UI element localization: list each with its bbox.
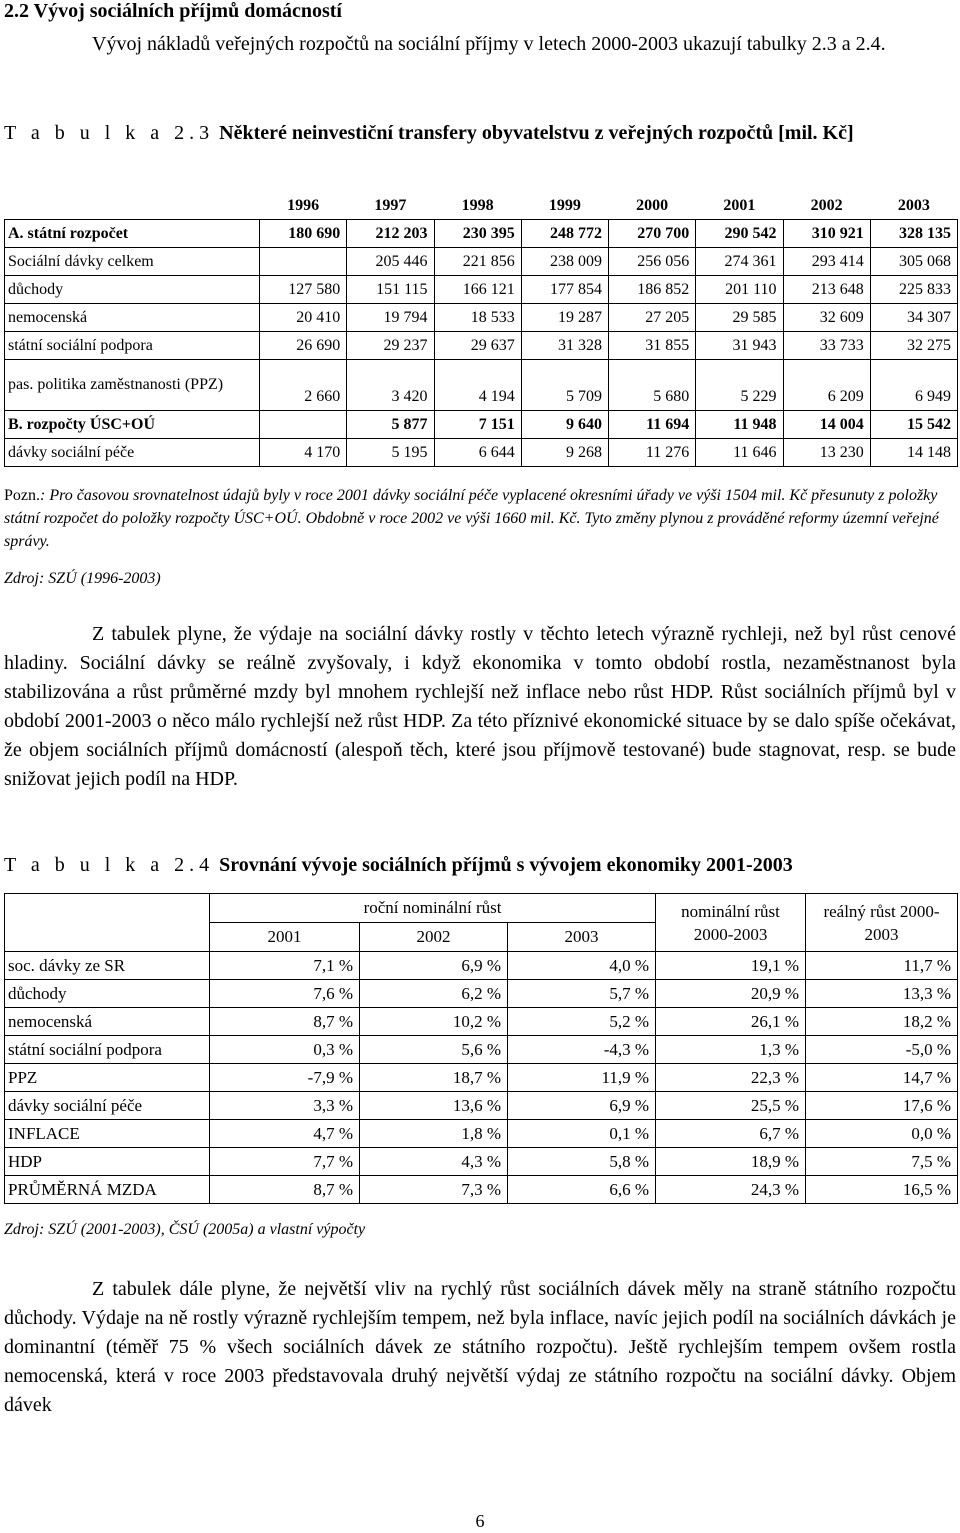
table-row <box>5 304 958 332</box>
table-2-3-source: Zdroj: SZÚ (1996-2003) <box>4 570 161 587</box>
page-number: 6 <box>475 1511 485 1531</box>
table-cell: 5,2 % <box>508 1008 656 1036</box>
table-cell: 31 328 <box>521 332 608 360</box>
table-row <box>5 1092 958 1120</box>
row-label: HDP <box>5 1148 210 1176</box>
table-cell: 20 410 <box>260 304 347 332</box>
table-cell: 5 709 <box>521 360 608 411</box>
body-1-text: Z tabulek plyne, že výdaje na sociální dávky rostly v těchto letech výrazně rychleji, než byl růst cenové hladiny. Sociální dávky se reálně zvyšovaly, i když ekonomika v tomto období rostla, nezaměstnanost byla stabilizována a růst průměrné mzdy byl mnohem rychlejší než inflace nebo růst HDP. Růst sociálních příjmů byl v období 2001-2003 o něco málo rychlejší než růst HDP. Za této příznivé ekonomické situace by se dalo spíše očekávat, že objem sociálních příjmů domácností (alespoň těch, které jsou příjmově testované) bude stagnovat, resp. se bude snižovat jejich podíl na HDP. <box>4 623 956 790</box>
table-cell: 4,7 % <box>210 1120 360 1148</box>
table-row <box>5 1176 958 1204</box>
table-2-4-caption <box>4 854 793 877</box>
table-cell: 7,5 % <box>806 1148 958 1176</box>
table-cell: 293 414 <box>783 248 870 276</box>
table-row <box>5 952 958 980</box>
table-cell: 6,9 % <box>508 1092 656 1120</box>
table-cell: 201 110 <box>696 276 783 304</box>
table-2-3-caption-title: Některé neinvestiční transfery obyvatelstvu z veřejných rozpočtů [mil. Kč] <box>219 122 854 144</box>
table-cell: 6,9 % <box>360 952 508 980</box>
table-cell: 31 943 <box>696 332 783 360</box>
table-2-3-caption-prefix: T a b u l k a 2.3 <box>4 122 215 144</box>
head-annual-nominal: roční nominální růst <box>210 894 656 923</box>
table-row <box>5 1036 958 1064</box>
table-cell: 4,0 % <box>508 952 656 980</box>
table-cell: 7,7 % <box>210 1148 360 1176</box>
table-cell: 13,3 % <box>806 980 958 1008</box>
table-row <box>5 1064 958 1092</box>
table-cell: 11 694 <box>609 411 696 439</box>
table-cell: 6,6 % <box>508 1176 656 1204</box>
table-cell: 26,1 % <box>656 1008 806 1036</box>
table-cell: 18,9 % <box>656 1148 806 1176</box>
table-row <box>5 980 958 1008</box>
table-cell: 328 135 <box>870 220 957 248</box>
table-2-3 <box>4 192 958 467</box>
table-cell: 15 542 <box>870 411 957 439</box>
table-2-3-caption <box>4 119 956 148</box>
table-cell: 13 230 <box>783 439 870 467</box>
head-year-2001: 2001 <box>210 923 360 952</box>
table-cell: 29 637 <box>434 332 521 360</box>
table-cell: 19,1 % <box>656 952 806 980</box>
table-2-4-source: Zdroj: SZÚ (2001-2003), ČSÚ (2005a) a vlastní výpočty <box>4 1221 366 1238</box>
table-row <box>5 220 958 248</box>
table-cell: 0,1 % <box>508 1120 656 1148</box>
table-cell: 1,8 % <box>360 1120 508 1148</box>
year-header: 2000 <box>636 196 669 214</box>
table-cell: 16,5 % <box>806 1176 958 1204</box>
table-cell: 11 948 <box>696 411 783 439</box>
table-row <box>5 439 958 467</box>
table-cell: 7,1 % <box>210 952 360 980</box>
table-cell: 177 854 <box>521 276 608 304</box>
table-cell: 5 229 <box>696 360 783 411</box>
head-real-growth: reálný růst 2000-2003 <box>806 894 958 952</box>
table-cell: -5,0 % <box>806 1036 958 1064</box>
table-cell: 29 237 <box>347 332 434 360</box>
table-row <box>5 1148 958 1176</box>
row-label: PPZ <box>5 1064 210 1092</box>
note-text: : Pro časovou srovnatelnost údajů byly v roce 2001 dávky sociální péče vyplacené okresními úřady ve výši 1504 mil. Kč přesunuty z položky státní rozpočet do položky rozpočty ÚSC+OÚ. Obdobně v roce 2002 ve výši 1660 mil. Kč. Tyto změny plynou z prováděné reformy územní veřejné správy. <box>4 487 939 550</box>
table-2-3-header-row <box>5 192 958 220</box>
year-header: 2001 <box>723 196 756 214</box>
table-2-3-note <box>4 484 956 553</box>
table-cell: 5,8 % <box>508 1148 656 1176</box>
year-header: 1997 <box>374 196 407 214</box>
table-cell: 213 648 <box>783 276 870 304</box>
table-cell: 24,3 % <box>656 1176 806 1204</box>
row-label: důchody <box>5 980 210 1008</box>
table-cell: 230 395 <box>434 220 521 248</box>
table-cell: 225 833 <box>870 276 957 304</box>
table-cell: 205 446 <box>347 248 434 276</box>
table-cell: 7,3 % <box>360 1176 508 1204</box>
table-cell: 238 009 <box>521 248 608 276</box>
head-year-2003: 2003 <box>508 923 656 952</box>
table-cell: 5 877 <box>347 411 434 439</box>
table-row <box>5 1120 958 1148</box>
table-2-4-corner <box>5 894 210 952</box>
table-row <box>5 1008 958 1036</box>
table-cell <box>260 411 347 439</box>
row-label: dávky sociální péče <box>5 439 260 467</box>
table-cell: 17,6 % <box>806 1092 958 1120</box>
table-cell: 14 004 <box>783 411 870 439</box>
table-cell: 0,3 % <box>210 1036 360 1064</box>
table-cell: 6,7 % <box>656 1120 806 1148</box>
row-label: soc. dávky ze SR <box>5 952 210 980</box>
row-label: B. rozpočty ÚSC+OÚ <box>5 411 260 439</box>
table-cell: 274 361 <box>696 248 783 276</box>
table-cell: 270 700 <box>609 220 696 248</box>
table-cell: 19 287 <box>521 304 608 332</box>
row-label: A. státní rozpočet <box>5 220 260 248</box>
table-cell: 6,2 % <box>360 980 508 1008</box>
table-cell: -4,3 % <box>508 1036 656 1064</box>
table-cell: 9 640 <box>521 411 608 439</box>
table-cell: 310 921 <box>783 220 870 248</box>
table-cell: 256 056 <box>609 248 696 276</box>
table-cell: 32 609 <box>783 304 870 332</box>
table-cell: 27 205 <box>609 304 696 332</box>
row-label: nemocenská <box>5 1008 210 1036</box>
table-cell: 5,6 % <box>360 1036 508 1064</box>
table-cell: 4 194 <box>434 360 521 411</box>
table-cell: 151 115 <box>347 276 434 304</box>
table-cell: 221 856 <box>434 248 521 276</box>
table-cell: 22,3 % <box>656 1064 806 1092</box>
table-cell: 32 275 <box>870 332 957 360</box>
table-2-4-caption-prefix: T a b u l k a 2.4 <box>4 854 215 876</box>
table-cell: 0,0 % <box>806 1120 958 1148</box>
table-cell: 34 307 <box>870 304 957 332</box>
table-row <box>5 276 958 304</box>
table-cell: 180 690 <box>260 220 347 248</box>
row-label: pas. politika zaměstnanosti (PPZ) <box>5 360 260 411</box>
table-cell: 9 268 <box>521 439 608 467</box>
table-row <box>5 411 958 439</box>
row-label: důchody <box>5 276 260 304</box>
table-cell: 7 151 <box>434 411 521 439</box>
table-cell: 7,6 % <box>210 980 360 1008</box>
table-cell: 4,3 % <box>360 1148 508 1176</box>
table-cell: 11,9 % <box>508 1064 656 1092</box>
table-cell: 10,2 % <box>360 1008 508 1036</box>
table-row <box>5 332 958 360</box>
table-cell: 31 855 <box>609 332 696 360</box>
year-header: 1998 <box>461 196 494 214</box>
year-header: 2002 <box>810 196 843 214</box>
table-cell: 6 949 <box>870 360 957 411</box>
row-label: Sociální dávky celkem <box>5 248 260 276</box>
table-cell <box>260 248 347 276</box>
table-cell: 18,7 % <box>360 1064 508 1092</box>
table-cell: 11 276 <box>609 439 696 467</box>
year-header: 1996 <box>287 196 320 214</box>
table-row <box>5 248 958 276</box>
table-cell: 3 420 <box>347 360 434 411</box>
year-header: 1999 <box>548 196 581 214</box>
table-row <box>5 360 958 411</box>
table-cell: 6 209 <box>783 360 870 411</box>
note-prefix: Pozn. <box>4 487 40 504</box>
table-cell: 18,2 % <box>806 1008 958 1036</box>
table-cell: 3,3 % <box>210 1092 360 1120</box>
table-cell: 11 646 <box>696 439 783 467</box>
table-cell: 33 733 <box>783 332 870 360</box>
table-cell: 5 195 <box>347 439 434 467</box>
intro-text: Vývoj nákladů veřejných rozpočtů na sociální příjmy v letech 2000-2003 ukazují tabulky 2.3 a 2.4. <box>92 33 886 55</box>
table-2-4 <box>4 893 958 1204</box>
table-cell: 19 794 <box>347 304 434 332</box>
table-cell: 26 690 <box>260 332 347 360</box>
head-nominal-growth: nominální růst 2000-2003 <box>656 894 806 952</box>
table-cell: 5,7 % <box>508 980 656 1008</box>
table-cell: 25,5 % <box>656 1092 806 1120</box>
table-cell: 11,7 % <box>806 952 958 980</box>
row-label: státní sociální podpora <box>5 332 260 360</box>
row-label: nemocenská <box>5 304 260 332</box>
table-2-4-caption-title: Srovnání vývoje sociálních příjmů s vývojem ekonomiky 2001-2003 <box>219 854 793 876</box>
body-paragraph-2 <box>4 1275 956 1420</box>
header-corner <box>5 192 260 220</box>
row-label: INFLACE <box>5 1120 210 1148</box>
table-cell: 14,7 % <box>806 1064 958 1092</box>
table-cell: 5 680 <box>609 360 696 411</box>
year-header: 2003 <box>897 196 930 214</box>
table-cell: 248 772 <box>521 220 608 248</box>
table-cell: 2 660 <box>260 360 347 411</box>
table-cell: 8,7 % <box>210 1176 360 1204</box>
body-2-text: Z tabulek dále plyne, že největší vliv na rychlý růst sociálních dávek měly na straně státního rozpočtu důchody. Výdaje na ně rostly výrazně rychlejším tempem, než byla inflace, navíc jejich podíl na sociálních dávkách je dominantní (téměř 75 % všech sociálních dávek ze státního rozpočtu). Ještě rychlejším tempem ovšem rostla nemocenská, která v roce 2003 představovala druhý největší výdaj ze státního rozpočtu na sociální dávky. Objem dávek <box>4 1278 956 1416</box>
table-cell: 13,6 % <box>360 1092 508 1120</box>
row-label: dávky sociální péče <box>5 1092 210 1120</box>
table-cell: 6 644 <box>434 439 521 467</box>
table-cell: 20,9 % <box>656 980 806 1008</box>
table-cell: 18 533 <box>434 304 521 332</box>
table-cell: 1,3 % <box>656 1036 806 1064</box>
table-cell: 166 121 <box>434 276 521 304</box>
table-cell: 127 580 <box>260 276 347 304</box>
body-paragraph-1 <box>4 620 956 794</box>
row-label: státní sociální podpora <box>5 1036 210 1064</box>
table-cell: 29 585 <box>696 304 783 332</box>
table-cell: 305 068 <box>870 248 957 276</box>
table-cell: 186 852 <box>609 276 696 304</box>
row-label: PRŮMĚRNÁ MZDA <box>5 1176 210 1204</box>
table-cell: 8,7 % <box>210 1008 360 1036</box>
table-cell: 4 170 <box>260 439 347 467</box>
table-cell: 290 542 <box>696 220 783 248</box>
table-cell: 212 203 <box>347 220 434 248</box>
table-cell: 14 148 <box>870 439 957 467</box>
section-heading: 2.2 Vývoj sociálních příjmů domácností <box>4 0 342 22</box>
head-year-2002: 2002 <box>360 923 508 952</box>
intro-paragraph <box>4 30 956 59</box>
table-cell: -7,9 % <box>210 1064 360 1092</box>
